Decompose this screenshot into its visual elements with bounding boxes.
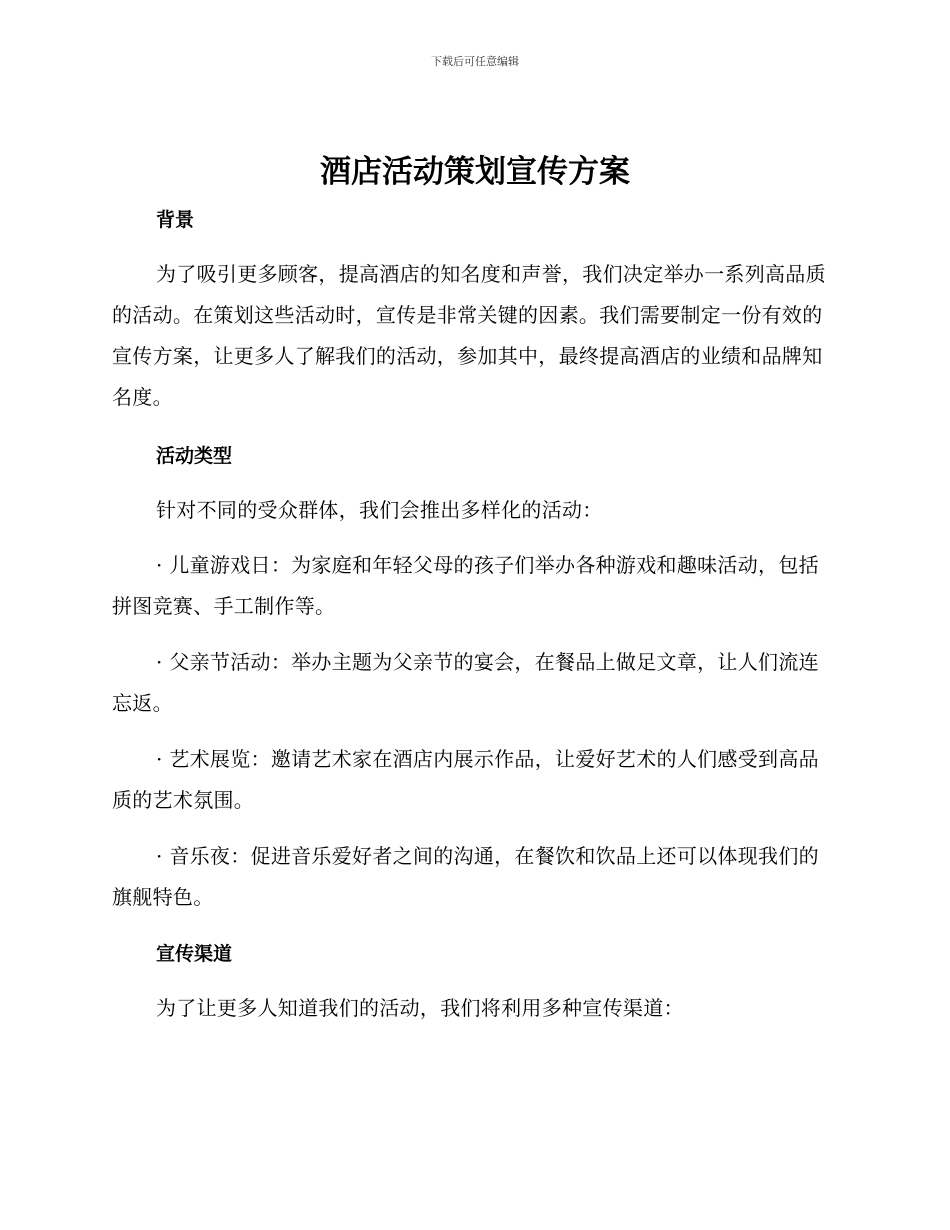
activity-item-art-exhibition: · 艺术展览：邀请艺术家在酒店内展示作品，让爱好艺术的人们感受到高品质的艺术氛围。 — [112, 747, 819, 812]
section-heading-activity-types: 活动类型 — [156, 445, 233, 467]
activity-item-fathers-day: · 父亲节活动：举办主题为父亲节的宴会，在餐品上做足文章，让人们流连忘返。 — [112, 650, 819, 715]
section-heading-background: 背景 — [156, 209, 195, 231]
section-heading-channels: 宣传渠道 — [156, 943, 233, 965]
document-title: 酒店活动策划宣传方案 — [320, 154, 630, 190]
activity-item-music-night: · 音乐夜：促进音乐爱好者之间的沟通，在餐饮和饮品上还可以体现我们的旗舰特色。 — [112, 844, 819, 909]
channels-intro: 为了让更多人知道我们的活动，我们将利用多种宣传渠道： — [156, 996, 684, 1020]
activity-types-intro: 针对不同的受众群体，我们会推出多样化的活动： — [156, 498, 603, 522]
header-note: 下载后可任意编辑 — [431, 55, 519, 68]
activity-item-children-game-day: · 儿童游戏日：为家庭和年轻父母的孩子们举办各种游戏和趣味活动，包括拼图竞赛、手工制作等。 — [112, 553, 819, 618]
background-paragraph: 为了吸引更多顾客，提高酒店的知名度和声誉，我们决定举办一系列高品质的活动。在策划这些活动时，宣传是非常关键的因素。我们需要制定一份有效的宣传方案，让更多人了解我们的活动，参加其中，最终提高酒店的业绩和品牌知名度。 — [112, 262, 826, 409]
